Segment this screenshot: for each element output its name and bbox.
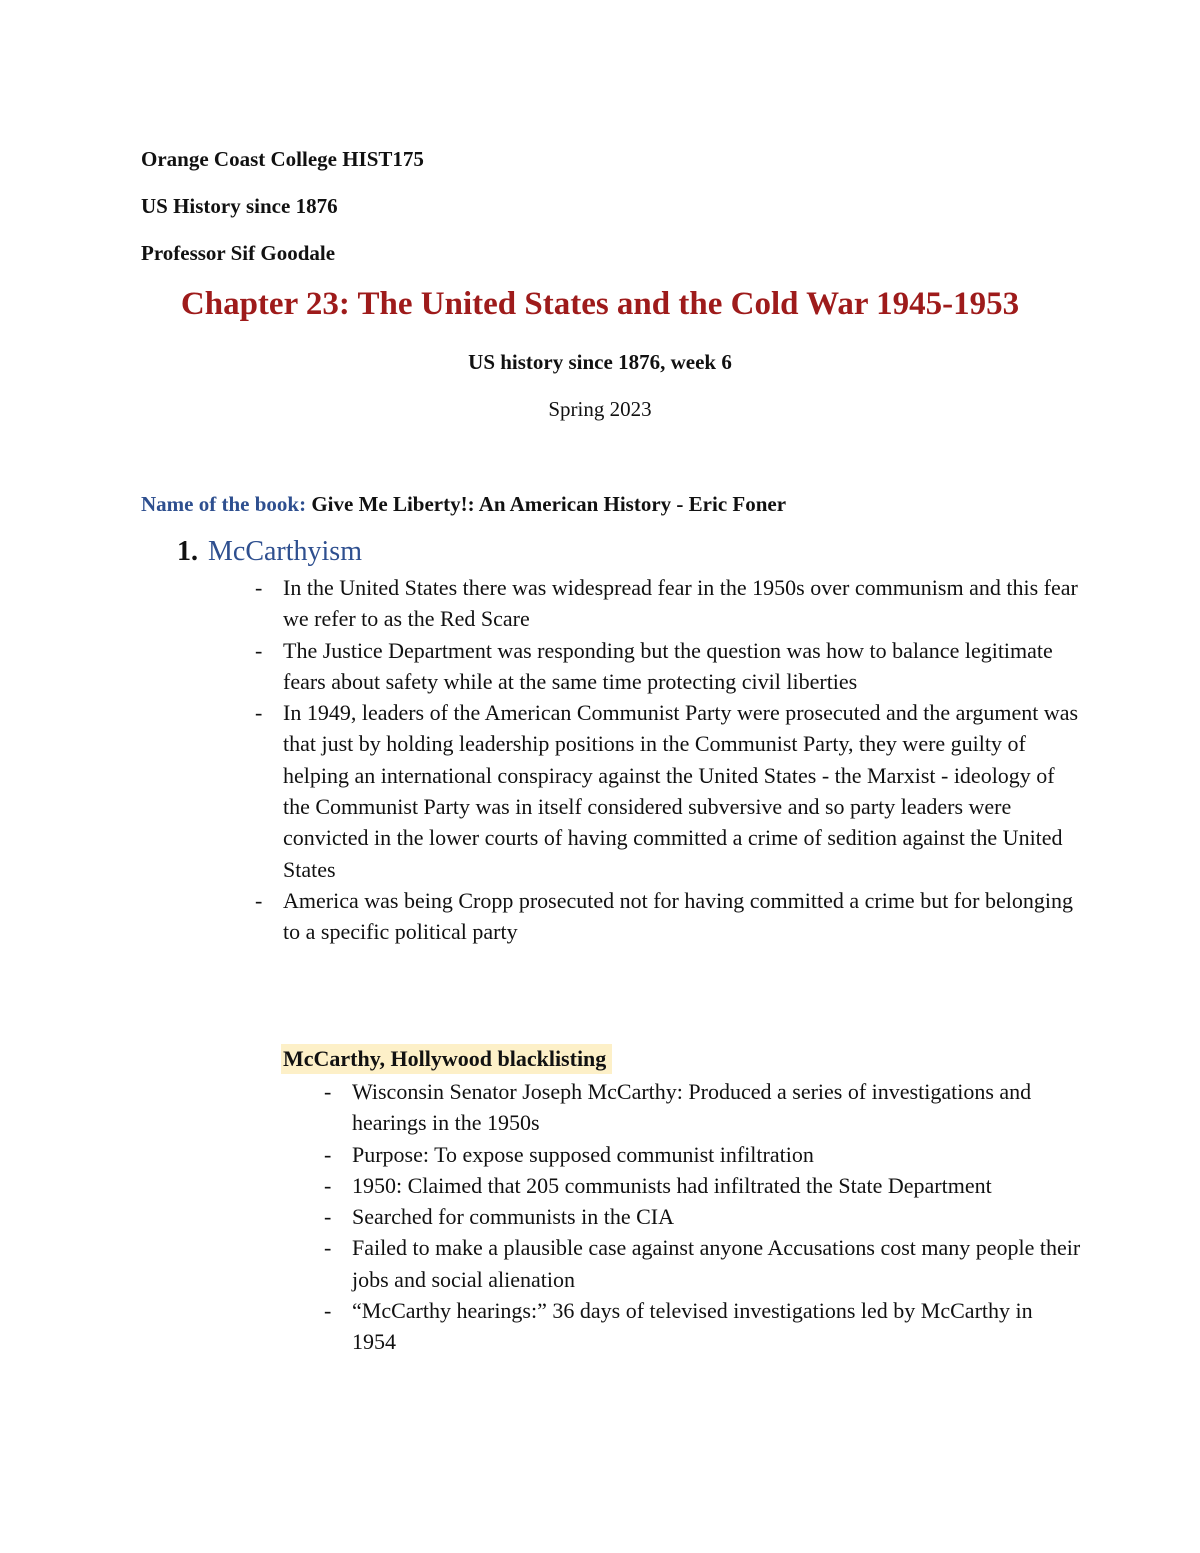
bullet-dash: - xyxy=(324,1298,332,1324)
bullet-dash: - xyxy=(324,1141,332,1167)
list-item xyxy=(324,1201,1082,1232)
list-item-text: Purpose: To expose supposed communist infiltration xyxy=(352,1141,814,1167)
week-subtitle: US history since 1876, week 6 xyxy=(468,350,732,374)
subsection-heading-blacklisting: McCarthy, Hollywood blacklisting xyxy=(281,1044,612,1074)
bullet-dash: - xyxy=(255,700,263,726)
bullet-dash: - xyxy=(324,1172,332,1198)
blacklisting-bullet-list xyxy=(324,1076,1082,1358)
list-item-text: America was being Cropp prosecuted not for having committed a crime but for belonging to a specific political party xyxy=(283,887,1073,945)
list-item-text: In 1949, leaders of the American Communist Party were prosecuted and the argument was that just by holding leadership positions in the Communist Party, they were guilty of helping an international conspiracy against the United States - the Marxist - ideology of the Communist Party was in itself considered subversive and so party leaders were convicted in the lower courts of having committed a crime of sedition against the United States xyxy=(283,700,1079,882)
term-label: Spring 2023 xyxy=(548,397,652,421)
list-item xyxy=(324,1170,1082,1201)
bullet-dash: - xyxy=(255,887,263,913)
list-item-text: Failed to make a plausible case against anyone Accusations cost many people their jobs and social alienation xyxy=(352,1235,1081,1292)
section-heading-mccarthyism xyxy=(177,534,362,570)
list-item xyxy=(255,572,1083,635)
section-number: 1. xyxy=(177,536,198,567)
course-name: US History since 1876 xyxy=(141,194,338,218)
bullet-dash: - xyxy=(324,1204,332,1230)
list-item-text: Wisconsin Senator Joseph McCarthy: Produced a series of investigations and hearings in the 1950s xyxy=(352,1079,1032,1136)
mccarthyism-bullet-list xyxy=(255,572,1083,948)
list-item-text: In the United States there was widespread fear in the 1950s over communism and this fear we refer to as the Red Scare xyxy=(283,575,1078,632)
book-label: Name of the book: xyxy=(141,492,307,516)
bullet-dash: - xyxy=(255,575,263,600)
bullet-dash: - xyxy=(324,1079,332,1104)
list-item xyxy=(255,885,1083,948)
list-item xyxy=(255,697,1083,885)
bullet-dash: - xyxy=(255,637,263,663)
bullet-dash: - xyxy=(324,1235,332,1261)
book-reference xyxy=(141,491,786,517)
list-item-text: The Justice Department was responding but the question was how to balance legitimate fears about safety while at the same time protecting civil liberties xyxy=(283,637,1053,694)
list-item xyxy=(324,1295,1082,1358)
college-course-code: Orange Coast College HIST175 xyxy=(141,147,424,171)
professor-name: Professor Sif Goodale xyxy=(141,241,336,265)
list-item-text: Searched for communists in the CIA xyxy=(352,1204,674,1230)
book-title: Give Me Liberty!: An American History - Eric Foner xyxy=(306,492,787,516)
chapter-title: Chapter 23: The United States and the Cold War 1945-1953 xyxy=(180,286,1020,322)
list-item-text: 1950: Claimed that 205 communists had infiltrated the State Department xyxy=(352,1172,992,1198)
list-item xyxy=(324,1232,1082,1295)
list-item xyxy=(255,635,1083,698)
list-item-text: “McCarthy hearings:” 36 days of televised investigations led by McCarthy in 1954 xyxy=(352,1298,1033,1355)
list-item xyxy=(324,1076,1082,1139)
list-item xyxy=(324,1139,1082,1170)
section-title: McCarthyism xyxy=(208,536,362,567)
